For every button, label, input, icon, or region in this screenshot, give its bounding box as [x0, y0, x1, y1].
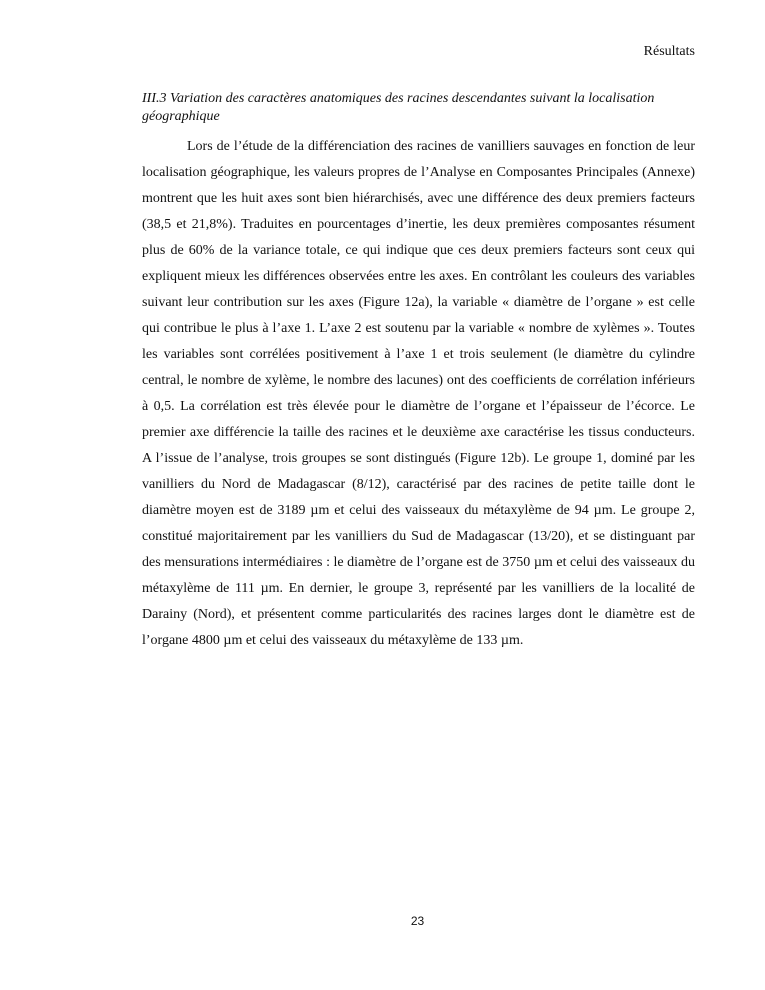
running-header: Résultats — [643, 44, 695, 59]
body-paragraph: Lors de l’étude de la différenciation des racines de vanilliers sauvages en fonction de leur localisation géographique, les valeurs propres de l’Analyse en Composantes Principales (Annexe) montrent que les huit axes sont bien hiérarchisés, avec une différence des deux premiers facteurs (38,5 et 21,8%). Traduites en pourcentages d’inertie, les deux premières composantes résument plus de 60% de la variance totale, ce qui indique que ces deux premiers facteurs sont ceux qui expliquent mieux les différences observées entre les axes. En contrôlant les couleurs des variables suivant leur contribution sur les axes (Figure 12a), la variable « diamètre de l’organe » est celle qui contribue le plus à l’axe 1. L’axe 2 est soutenu par la variable « nombre de xylèmes ». Toutes les variables sont corrélées positivement à l’axe 1 et trois seulement (le diamètre du cylindre central, le nombre de xylème, le nombre des lacunes) ont des coefficients de corrélation inférieurs à 0,5. La corrélation est très élevée pour le diamètre de l’organe et l’épaisseur de l’écorce. Le premier axe différencie la taille des racines et le deuxième axe caractérise les tissus conducteurs. A l’issue de l’analyse, trois groupes se sont distingués (Figure 12b). Le groupe 1, dominé par les vanilliers du Nord de Madagascar (8/12), caractérisé par des racines de petite taille dont le diamètre moyen est de 3189 µm et celui des vaisseaux du métaxylème de 94 µm. Le groupe 2, constitué majoritairement par les vanilliers du Sud de Madagascar (13/20), et se distinguant par des mensurations intermédiaires : le diamètre de l’organe est de 3750 µm et celui des vaisseaux du métaxylème de 111 µm. En dernier, le groupe 3, représenté par les vanilliers de la localité de Darainy (Nord), et présentent comme particularités des racines larges dont le diamètre est de l’organe 4800 µm et celui des vaisseaux du métaxylème de 133 µm. — [142, 139, 695, 648]
page-number: 23 — [410, 914, 425, 928]
section-heading: III.3 Variation des caractères anatomiques des racines descendantes suivant la localisation géographique — [142, 91, 655, 124]
